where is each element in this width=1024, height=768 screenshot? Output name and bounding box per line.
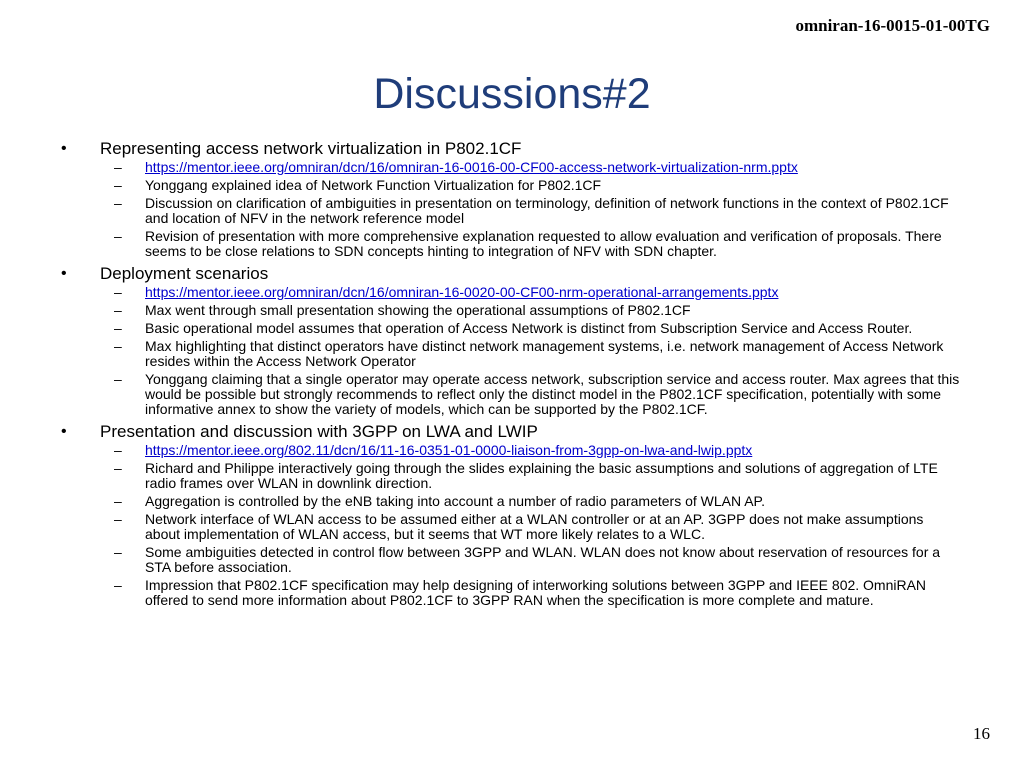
section-virtualization <box>0 137 1024 259</box>
dash-icon: – <box>114 177 122 193</box>
dash-icon: – <box>114 460 122 476</box>
dash-icon: – <box>114 493 122 509</box>
list-item <box>100 578 960 608</box>
item-text: Max went through small presentation showing the operational assumptions of P802.1CF <box>145 302 691 318</box>
section-items <box>100 160 1024 259</box>
list-item <box>100 196 960 226</box>
list-item <box>100 443 960 458</box>
list-item <box>100 321 960 336</box>
dash-icon: – <box>114 159 122 175</box>
document-id: omniran-16-0015-01-00TG <box>795 16 990 35</box>
list-item <box>100 512 960 542</box>
list-item <box>100 461 960 491</box>
section-heading: Representing access network virtualization in P802.1CF <box>100 139 522 158</box>
dash-icon: – <box>114 284 122 300</box>
bullet-icon: • <box>61 265 67 282</box>
list-item <box>100 160 960 175</box>
slide-title: Discussions#2 <box>373 70 651 118</box>
item-text: Yonggang claiming that a single operator may operate access network, subscription service and access router. Max agrees that this would be possible but strongly recommends to reflect only the distinct model in the P802.1CF specification, potentially with some informative annex to show the variety of models, which can be supported by the P802.1CF. <box>145 371 960 417</box>
list-item <box>100 339 960 369</box>
section-heading: Deployment scenarios <box>100 264 269 283</box>
dash-icon: – <box>114 338 122 354</box>
item-text: Richard and Philippe interactively going through the slides explaining the basic assumptions and solutions of aggregation of LTE radio frames over WLAN in downlink direction. <box>145 460 938 491</box>
list-item <box>100 372 960 417</box>
document-link[interactable]: https://mentor.ieee.org/omniran/dcn/16/omniran-16-0020-00-CF00-nrm-operational-arrangements.pptx <box>145 284 779 300</box>
list-item <box>100 229 960 259</box>
bullet-icon: • <box>61 423 67 440</box>
item-text: Basic operational model assumes that operation of Access Network is distinct from Subscription Service and Access Router. <box>145 320 913 336</box>
list-item <box>100 494 960 509</box>
list-item <box>100 285 960 300</box>
section-deployment <box>0 262 1024 417</box>
section-heading: Presentation and discussion with 3GPP on LWA and LWIP <box>100 422 538 441</box>
list-item <box>100 303 960 318</box>
section-items <box>100 443 1024 608</box>
dash-icon: – <box>114 511 122 527</box>
item-text: Some ambiguities detected in control flow between 3GPP and WLAN. WLAN does not know about reservation of resources for a STA before association. <box>145 544 941 575</box>
item-text: Revision of presentation with more comprehensive explanation requested to allow evaluation and verification of proposals. There seems to be close relations to SDN concepts hinting to integration of NFV with SDN chapter. <box>145 228 942 259</box>
dash-icon: – <box>114 371 122 387</box>
item-text: Network interface of WLAN access to be assumed either at a WLAN controller or at an AP. 3GPP does not make assumptions about implementation of WLAN access, but it seems that WT more likely relates to a WLC. <box>145 511 924 542</box>
dash-icon: – <box>114 442 122 458</box>
section-3gpp-lwa-lwip <box>0 420 1024 608</box>
dash-icon: – <box>114 320 122 336</box>
dash-icon: – <box>114 195 122 211</box>
document-link[interactable]: https://mentor.ieee.org/802.11/dcn/16/11-16-0351-01-0000-liaison-from-3gpp-on-lwa-and-lwip.pptx <box>145 442 753 458</box>
dash-icon: – <box>114 302 122 318</box>
list-item <box>100 178 960 193</box>
dash-icon: – <box>114 228 122 244</box>
slide-content <box>0 137 1024 611</box>
item-text: Discussion on clarification of ambiguities in presentation on terminology, definition of network functions in the context of P802.1CF and location of NFV in the network reference model <box>145 195 949 226</box>
page-number: 16 <box>973 724 990 743</box>
document-link[interactable]: https://mentor.ieee.org/omniran/dcn/16/omniran-16-0016-00-CF00-access-network-virtualization-nrm.pptx <box>145 159 798 175</box>
dash-icon: – <box>114 577 122 593</box>
item-text: Yonggang explained idea of Network Function Virtualization for P802.1CF <box>145 177 602 193</box>
section-list <box>0 137 1024 608</box>
section-items <box>100 285 1024 417</box>
bullet-icon: • <box>61 140 67 157</box>
item-text: Max highlighting that distinct operators have distinct network management systems, i.e. network management of Access Network resides within the Access Network Operator <box>145 338 944 369</box>
list-item <box>100 545 960 575</box>
dash-icon: – <box>114 544 122 560</box>
item-text: Aggregation is controlled by the eNB taking into account a number of radio parameters of WLAN AP. <box>145 493 765 509</box>
item-text: Impression that P802.1CF specification may help designing of interworking solutions between 3GPP and IEEE 802. OmniRAN offered to send more information about P802.1CF to 3GPP RAN when the specification is more complete and mature. <box>145 577 927 608</box>
